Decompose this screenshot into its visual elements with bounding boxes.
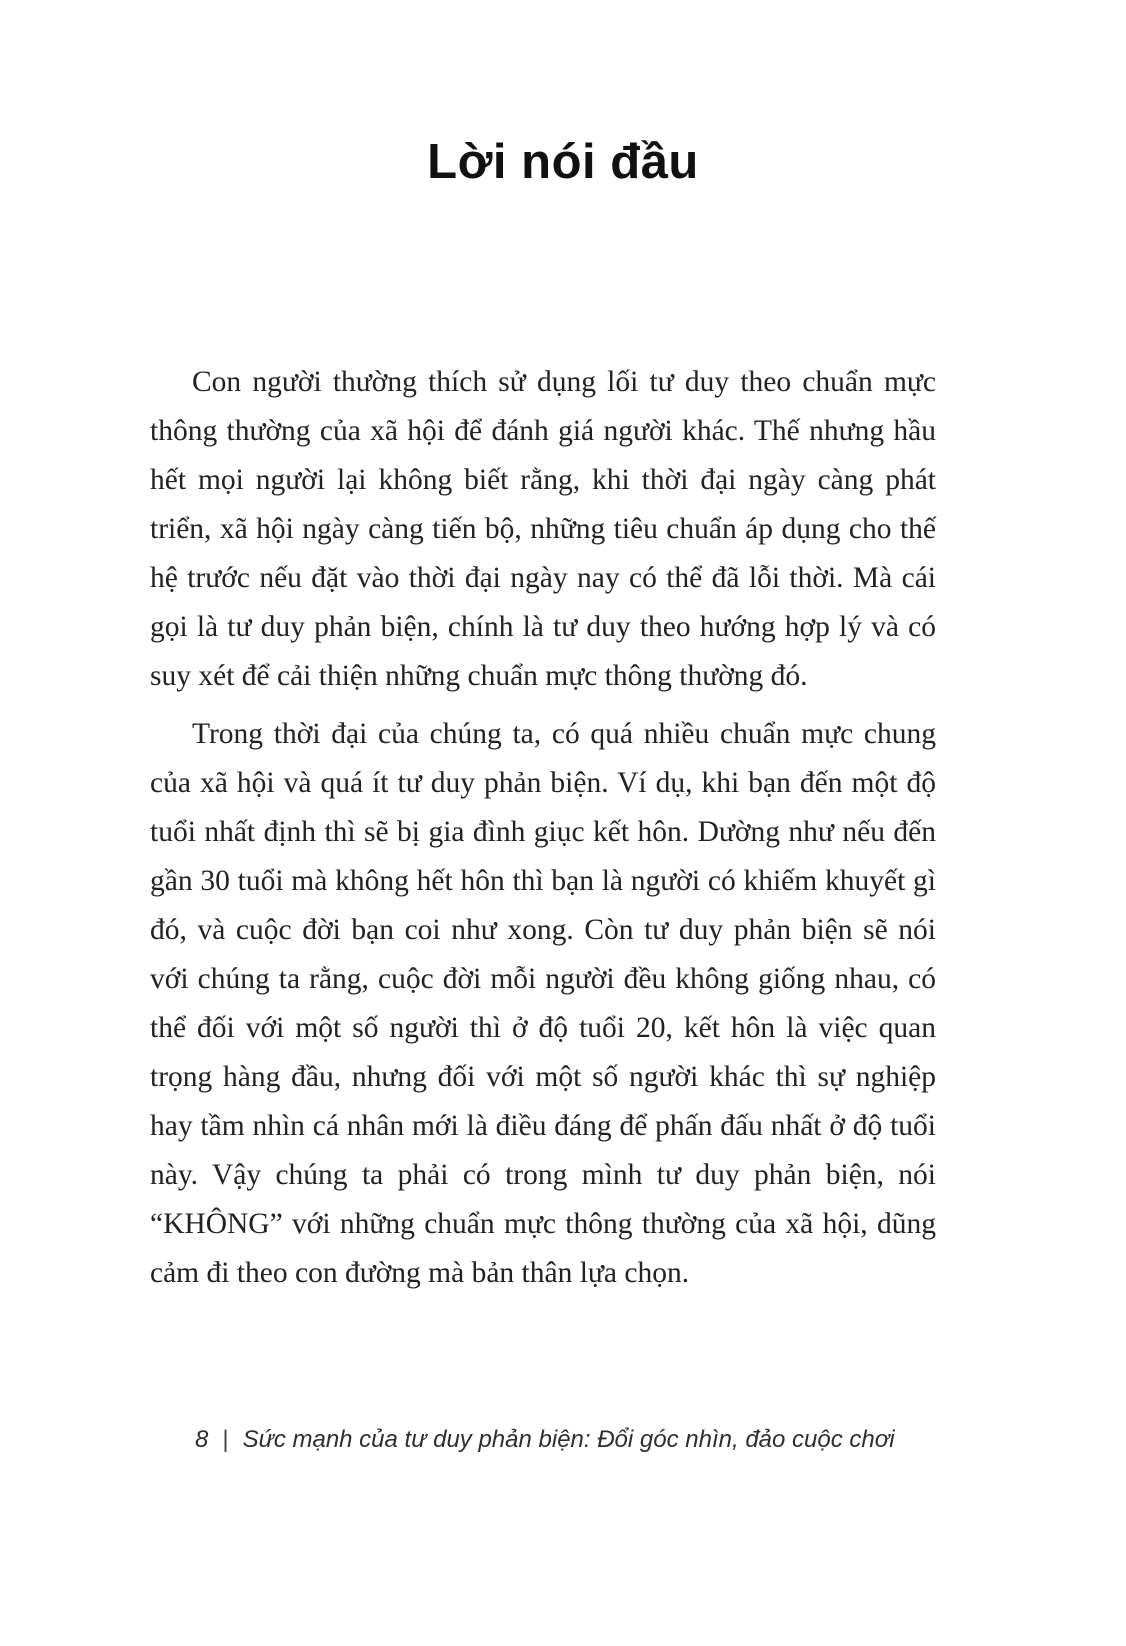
paragraph-2: Trong thời đại của chúng ta, có quá nhiều chuẩn mực chung của xã hội và quá ít tư duy phản biện. Ví dụ, khi bạn đến một độ tuổi nhất định thì sẽ bị gia đình giục kết hôn. Dường như nếu đến gần 30 tuổi mà không hết hôn thì bạn là người có khiếm khuyết gì đó, và cuộc đời bạn coi như xong. Còn tư duy phản biện sẽ nói với chúng ta rằng, cuộc đời mỗi người đều không giống nhau, có thể đối với một số người thì ở độ tuổi 20, kết hôn là việc quan trọng hàng đầu, nhưng đối với một số người khác thì sự nghiệp hay tầm nhìn cá nhân mới là điều đáng để phấn đấu nhất ở độ tuổi này. Vậy chúng ta phải có trong mình tư duy phản biện, nói “KHÔNG” với những chuẩn mực thông thường của xã hội, dũng cảm đi theo con đường mà bản thân lựa chọn.: [150, 718, 936, 1289]
book-title: Sức mạnh của tư duy phản biện: Đổi góc nhìn, đảo cuộc chơi: [242, 1426, 895, 1453]
footer-separator: |: [222, 1426, 229, 1453]
page-number: 8: [195, 1426, 209, 1453]
page-content: [150, 358, 936, 1298]
page-footer: [195, 1424, 895, 1456]
page-title: Lời nói đầu: [427, 135, 699, 189]
paragraph-1: Con người thường thích sử dụng lối tư duy theo chuẩn mực thông thường của xã hội để đánh giá người khác. Thế nhưng hầu hết mọi người lại không biết rằng, khi thời đại ngày càng phát triển, xã hội ngày càng tiến bộ, những tiêu chuẩn áp dụng cho thế hệ trước nếu đặt vào thời đại ngày nay có thể đã lỗi thời. Mà cái gọi là tư duy phản biện, chính là tư duy theo hướng hợp lý và có suy xét để cải thiện những chuẩn mực thông thường đó.: [150, 366, 936, 692]
